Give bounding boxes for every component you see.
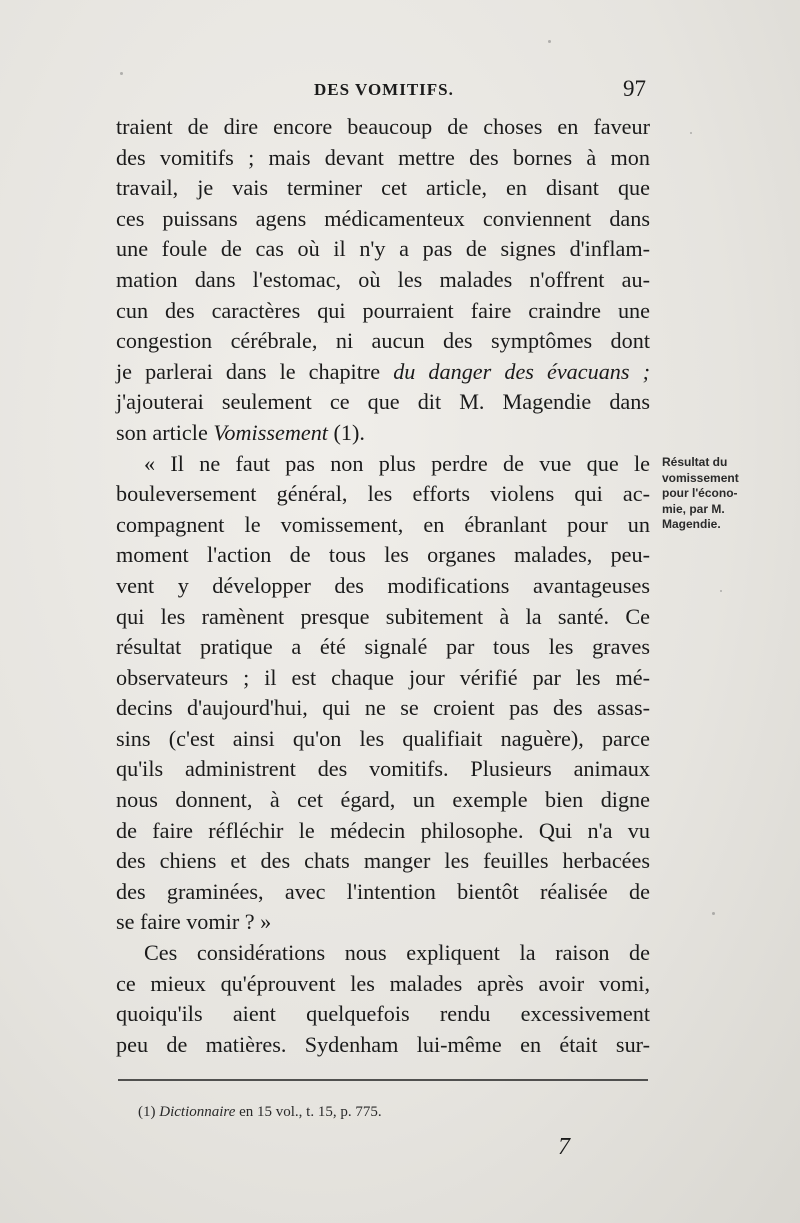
footnote-title: Dictionnaire [159, 1104, 236, 1120]
margin-note-line: pour l'écono- [662, 486, 738, 500]
signature-mark: 7 [558, 1134, 570, 1160]
footnote-reference: (1). [333, 419, 365, 445]
margin-note-line: mie, par M. [662, 501, 725, 516]
text-line: « Il ne faut pas non plus perdre de vue que le [144, 450, 650, 476]
paper-speck [120, 72, 123, 75]
text-line: compagnent le vomissement, en ébranlant pour un [116, 511, 650, 537]
text-line: des graminées, avec l'intention bientôt réalisée de [116, 878, 650, 904]
text-line: Ces considérations nous expliquent la raison de [144, 940, 650, 966]
margin-note-line: Résultat du [662, 455, 728, 469]
text-line: cun des caractères qui pourraient faire craindre une [116, 297, 650, 323]
text-fragment: son article [116, 419, 208, 445]
footnote-marker: (1) [138, 1104, 156, 1120]
margin-note-line: vomissement [662, 470, 739, 485]
text-line: moment l'action de tous les organes malades, peu- [116, 542, 650, 568]
text-line: ces puissans agens médicamenteux conviennent dans [116, 205, 650, 231]
text-line: sins (c'est ainsi qu'on les qualifiait naguère), parce [116, 725, 650, 751]
text-line: peu de matières. Sydenham lui-même en était sur- [116, 1031, 650, 1057]
margin-note-line: Magendie. [662, 517, 721, 531]
footnote [138, 1104, 382, 1121]
text-line: vent y développer des modifications avantageuses [116, 572, 650, 598]
text-line: bouleversement général, les efforts violens qui ac- [116, 481, 650, 507]
paper-speck [720, 590, 722, 592]
text-line: de faire réfléchir le médecin philosophe. Qui n'a vu [116, 817, 650, 843]
main-text [116, 112, 650, 1060]
text-line: travail, je vais terminer cet article, en disant que [116, 175, 650, 201]
text-line: résultat pratique a été signalé par tous les graves [116, 634, 650, 660]
text-line: des chiens et des chats manger les feuilles herbacées [116, 848, 650, 874]
running-title: DES VOMITIFS. [314, 80, 454, 99]
italic-title: du danger des évacuans ; [393, 358, 650, 384]
text-line: des vomitifs ; mais devant mettre des bornes à mon [116, 144, 650, 170]
footnote-rule [118, 1079, 648, 1081]
paper-speck [548, 40, 551, 43]
footnote-text: en 15 vol., t. 15, p. 775. [239, 1104, 382, 1120]
text-line: congestion cérébrale, ni aucun des symptômes dont [116, 328, 650, 354]
text-line: qui les ramènent presque subitement à la santé. Ce [116, 603, 650, 629]
italic-title: Vomissement [213, 419, 328, 445]
text-line: mation dans l'estomac, où les malades n'offrent au- [116, 266, 650, 292]
text-line: observateurs ; il est chaque jour vérifié par les mé- [116, 664, 650, 690]
text-line: qu'ils administrent des vomitifs. Plusieurs animaux [116, 756, 650, 782]
text-line: se faire vomir ? » [116, 909, 272, 935]
text-line: nous donnent, à cet égard, un exemple bien digne [116, 787, 650, 813]
text-line: j'ajouterai seulement ce que dit M. Magendie dans [116, 389, 650, 415]
page-number: 97 [623, 76, 646, 101]
text-line: traient de dire encore beaucoup de choses en faveur [116, 114, 650, 139]
text-fragment: je parlerai dans le chapitre [116, 358, 381, 384]
text-line: quoiqu'ils aient quelquefois rendu excessivement [116, 1001, 650, 1027]
margin-note [662, 455, 762, 533]
text-line: ce mieux qu'éprouvent les malades après avoir vomi, [116, 970, 650, 996]
page-header [110, 78, 650, 108]
text-line: decins d'aujourd'hui, qui ne se croient pas des assas- [116, 695, 650, 721]
text-line: une foule de cas où il n'y a pas de signes d'inflam- [116, 236, 650, 262]
paper-speck [690, 132, 692, 134]
text-line [116, 357, 650, 388]
text-line [116, 418, 650, 449]
paper-speck [712, 912, 715, 915]
